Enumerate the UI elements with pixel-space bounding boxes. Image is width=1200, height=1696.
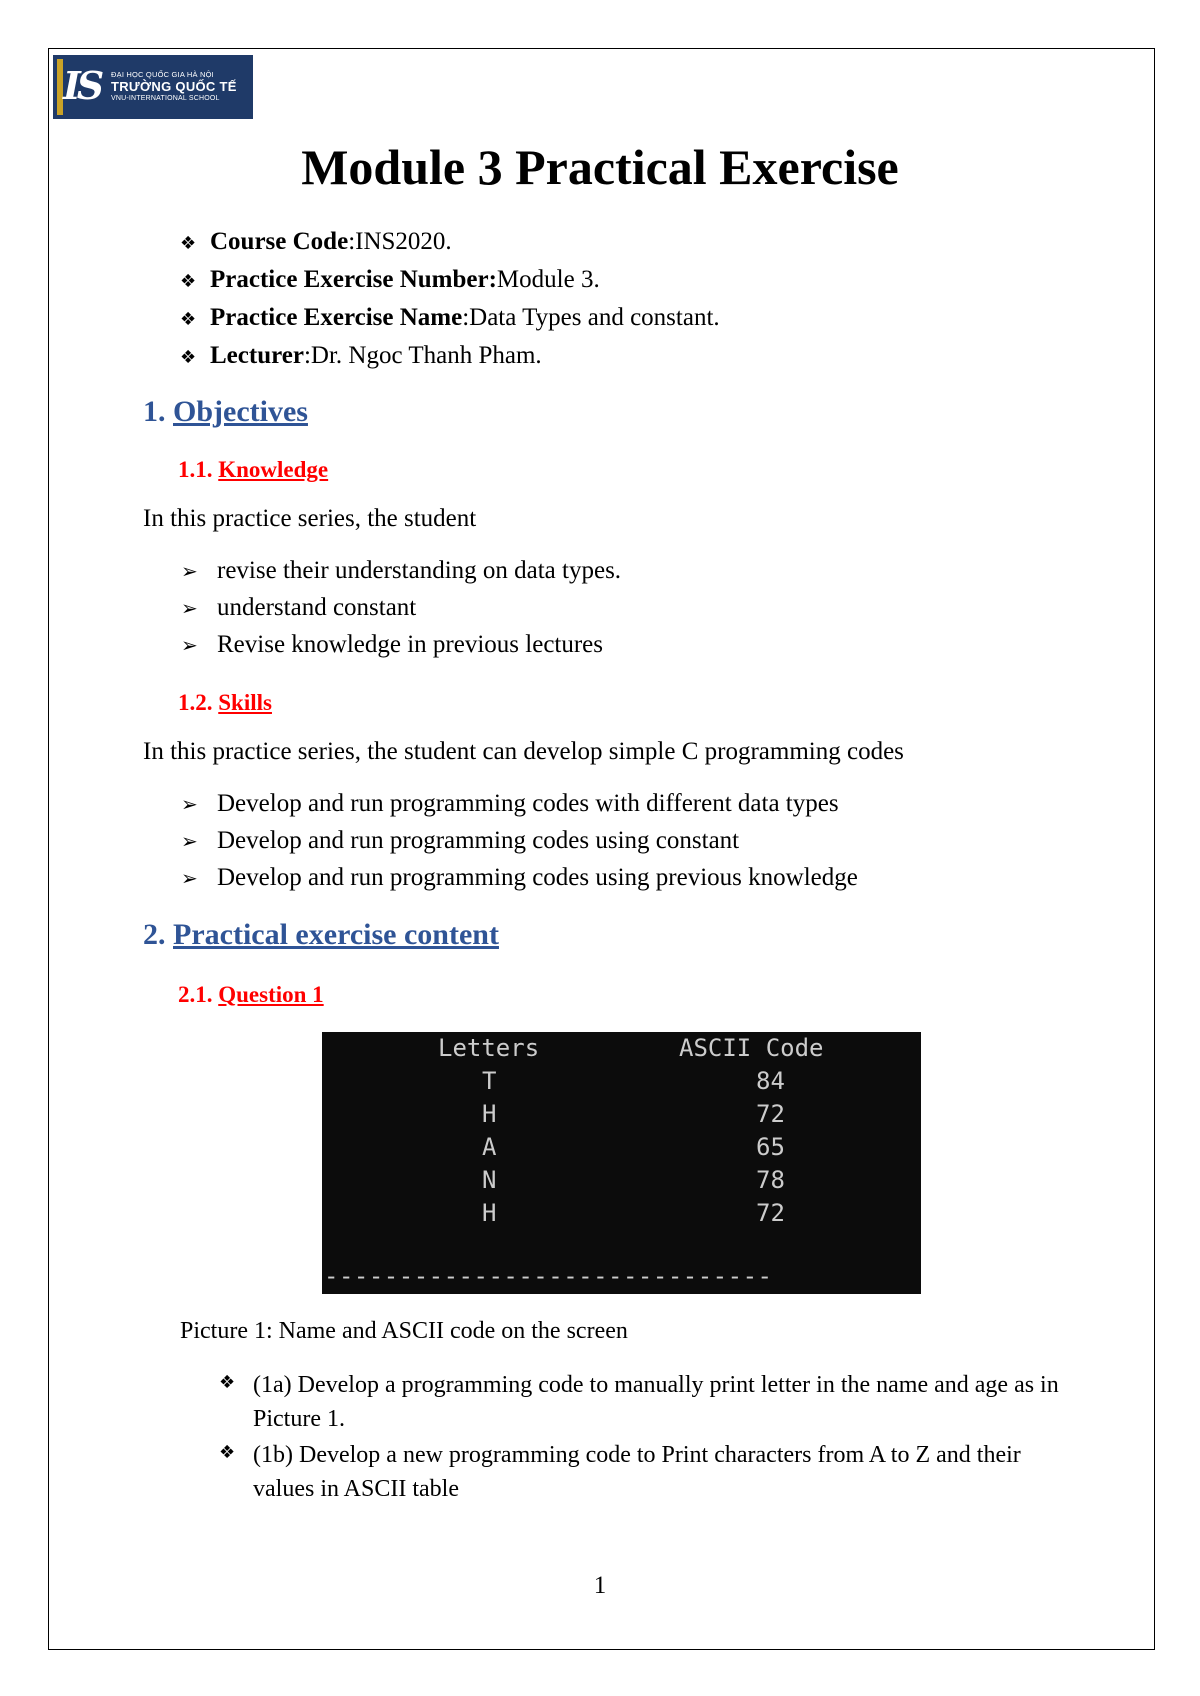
console-code: 72 <box>756 1199 785 1227</box>
list-item: ➢ Develop and run programming codes with different data types <box>181 790 839 817</box>
arrow-bullet-icon: ➢ <box>181 866 198 890</box>
list-item: ➢ understand constant <box>181 594 417 621</box>
console-header-code: ASCII Code <box>679 1034 824 1062</box>
arrow-bullet-icon: ➢ <box>181 829 198 853</box>
arrow-bullet-icon: ➢ <box>181 792 198 816</box>
knowledge-intro: In this practice series, the student <box>143 505 477 532</box>
list-item: ➢ Develop and run programming codes using previous knowledge <box>181 864 858 891</box>
heading-practical-content: 2. Practical exercise content <box>143 918 499 951</box>
page-number: 1 <box>593 1572 607 1599</box>
arrow-bullet-icon: ➢ <box>181 633 198 657</box>
console-screenshot <box>322 1032 921 1294</box>
console-code: 65 <box>756 1133 785 1161</box>
meta-exercise-name: ❖ Practice Exercise Name : Data Types and constant. <box>180 304 720 331</box>
diamond-bullet-icon: ❖ <box>180 309 197 330</box>
list-item: ➢ revise their understanding on data types. <box>181 557 622 584</box>
arrow-bullet-icon: ➢ <box>181 559 198 583</box>
diamond-bullet-icon: ❖ <box>219 1372 236 1393</box>
console-code: 78 <box>756 1166 785 1194</box>
list-item: ❖ (1a) Develop a programming code to manually print letter in the name and age as in Picture 1. <box>219 1368 1059 1436</box>
school-logo <box>53 55 253 119</box>
logo-line-2: TRƯỜNG QUỐC TẾ <box>111 78 237 94</box>
heading-knowledge: 1.1. Knowledge <box>178 457 329 482</box>
diamond-bullet-icon: ❖ <box>180 233 197 254</box>
task-list <box>219 1368 1059 1508</box>
console-letter: A <box>482 1133 497 1161</box>
diamond-bullet-icon: ❖ <box>180 347 197 368</box>
diamond-bullet-icon: ❖ <box>180 271 197 292</box>
meta-exercise-number: ❖ Practice Exercise Number: Module 3. <box>180 266 600 293</box>
page-title: Module 3 Practical Exercise <box>301 139 899 195</box>
picture-caption: Picture 1: Name and ASCII code on the screen <box>180 1318 628 1344</box>
console-letter: T <box>482 1067 497 1095</box>
console-letter: H <box>482 1199 497 1227</box>
console-code: 84 <box>756 1067 785 1095</box>
list-item: ❖ (1b) Develop a new programming code to Print characters from A to Z and their values in ASCII table <box>219 1438 1059 1506</box>
meta-course-code: ❖ Course Code : INS2020. <box>180 228 452 255</box>
list-item: ➢ Revise knowledge in previous lectures <box>181 631 604 658</box>
console-letter: H <box>482 1100 497 1128</box>
skills-intro: In this practice series, the student can develop simple C programming codes <box>143 738 904 765</box>
heading-question-1: 2.1. Question 1 <box>178 982 324 1007</box>
diamond-bullet-icon: ❖ <box>219 1442 236 1463</box>
logo-line-3: VNU-INTERNATIONAL SCHOOL <box>111 94 220 102</box>
logo-mark-icon: IS <box>57 59 105 115</box>
console-header-letters: Letters <box>438 1034 540 1062</box>
heading-skills: 1.2. Skills <box>178 690 272 715</box>
arrow-bullet-icon: ➢ <box>181 596 198 620</box>
meta-lecturer: ❖ Lecturer : Dr. Ngoc Thanh Pham. <box>180 342 542 369</box>
knowledge-bullets <box>181 557 621 668</box>
heading-objectives: 1. Objectives <box>143 395 308 428</box>
console-code: 72 <box>756 1100 785 1128</box>
console-divider: ------------------------------ <box>324 1262 773 1290</box>
list-item: ➢ Develop and run programming codes using constant <box>181 827 740 854</box>
console-letter: N <box>482 1166 497 1194</box>
course-meta-list <box>180 228 720 380</box>
logo-line-1: ĐẠI HỌC QUỐC GIA HÀ NỘI <box>111 70 214 80</box>
skills-bullets <box>181 790 858 901</box>
